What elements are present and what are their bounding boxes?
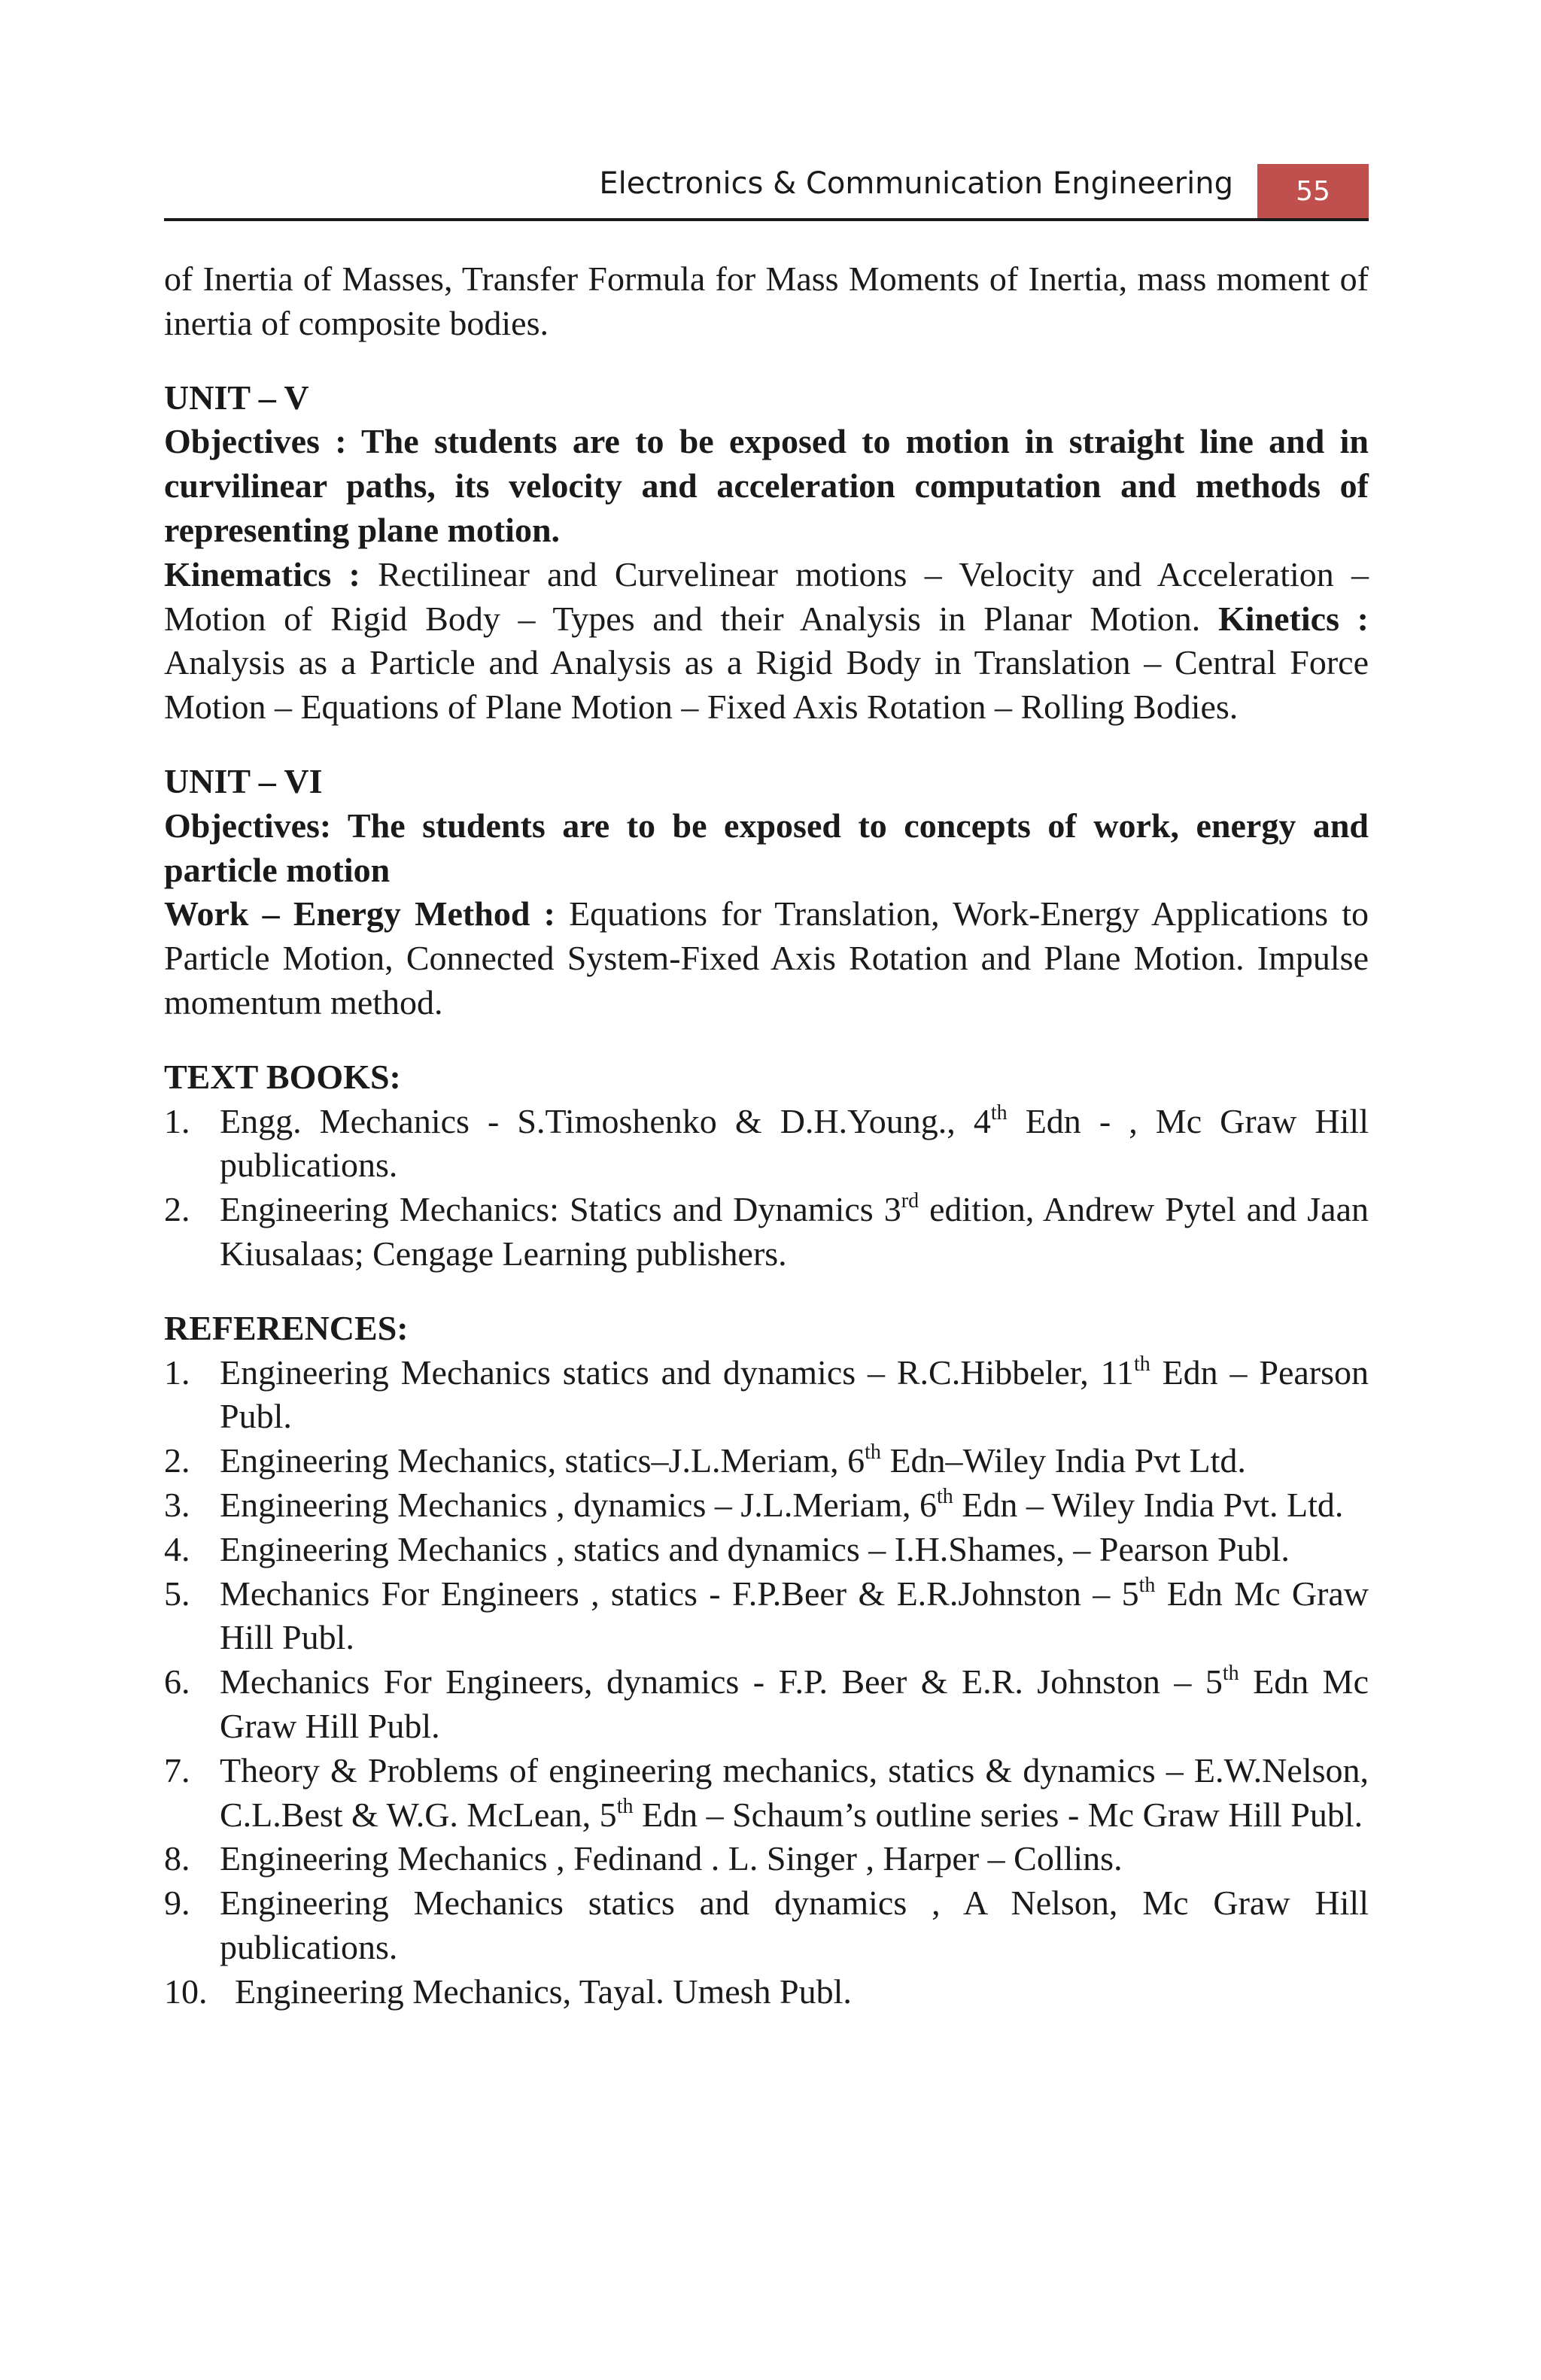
running-header	[164, 164, 1369, 221]
textbooks-heading: TEXT BOOKS:	[164, 1057, 401, 1096]
item-text: Engineering Mechanics statics and dynamics – R.C.Hibbeler, 11	[220, 1352, 1134, 1392]
kinematics-text: Rectilinear and Curvelinear motions – Velocity and Acceleration – Motion of Rigid Body – Types and their Analysis in Planar Motion.	[164, 554, 1369, 638]
work-energy-text: Equations for Translation, Work-Energy Applications to Particle Motion, Connected System-Fixed Axis Rotation and Plane Motion. Impulse momentum method.	[164, 894, 1369, 1022]
page-body	[164, 257, 1369, 2014]
item-text-cont: Edn - , Mc Graw Hill publications.	[220, 1101, 1369, 1185]
list-number: 2.	[164, 1190, 190, 1229]
list-number: 2.	[164, 1441, 190, 1480]
superscript: rd	[901, 1189, 919, 1213]
item-text-cont: Edn – Schaum’s outline series - Mc Graw Hill Publ.	[633, 1795, 1363, 1834]
kinematics-label: Kinematics :	[164, 554, 360, 593]
list-item	[164, 1100, 1369, 1188]
references-heading: REFERENCES:	[164, 1308, 409, 1347]
list-item	[164, 1572, 1369, 1661]
list-item	[164, 1749, 1369, 1838]
item-text: Engineering Mechanics, Tayal. Umesh Publ.	[235, 1972, 852, 2011]
item-text-cont: Edn – Pearson Publ.	[220, 1352, 1369, 1436]
header-title: Electronics & Communication Engineering	[599, 166, 1233, 201]
unit-5-objectives: Objectives : The students are to be exposed to motion in straight line and in curvilinear paths, its velocity and acceleration computation and methods of representing plane motion.	[164, 422, 1369, 549]
list-number: 1.	[164, 1352, 190, 1392]
superscript: th	[616, 1794, 634, 1818]
list-number: 8.	[164, 1839, 190, 1878]
superscript: th	[1222, 1662, 1239, 1686]
item-text: Engg. Mechanics - S.Timoshenko & D.H.Young., 4	[220, 1101, 991, 1140]
item-text-cont: Edn Mc Graw Hill Publ.	[220, 1574, 1369, 1657]
list-number: 10.	[164, 1972, 208, 2011]
superscript: th	[936, 1484, 953, 1508]
references-list	[164, 1351, 1369, 2014]
superscript: th	[990, 1100, 1008, 1125]
list-number: 3.	[164, 1485, 190, 1524]
unit-5-heading: UNIT – V	[164, 378, 309, 417]
item-text: Engineering Mechanics: Statics and Dynamics 3	[220, 1190, 901, 1229]
item-text: Mechanics For Engineers , statics - F.P.Beer & E.R.Johnston – 5	[220, 1574, 1139, 1613]
item-text: Engineering Mechanics statics and dynamics , A Nelson, Mc Graw Hill publications.	[220, 1884, 1369, 1966]
unit-6-syllabus	[164, 892, 1369, 1025]
list-number: 4.	[164, 1529, 190, 1568]
item-text-cont: Edn – Wiley India Pvt. Ltd.	[953, 1485, 1344, 1524]
list-number: 9.	[164, 1884, 190, 1923]
list-item	[164, 1881, 1369, 1970]
superscript: th	[1133, 1352, 1150, 1376]
unit-6-objectives: Objectives: The students are to be exposed to concepts of work, energy and particle motion	[164, 806, 1369, 889]
kinetics-text: Analysis as a Particle and Analysis as a Rigid Body in Translation – Central Force Motion – Equations of Plane Motion – Fixed Axis Rotation – Rolling Bodies.	[164, 643, 1369, 727]
item-text-cont: Edn–Wiley India Pvt Ltd.	[880, 1441, 1246, 1480]
list-item	[164, 1660, 1369, 1749]
kinetics-label: Kinetics :	[1218, 599, 1369, 638]
header-rule	[164, 218, 1369, 221]
list-item	[164, 1439, 1369, 1483]
item-text: Engineering Mechanics , Fedinand . L. Singer , Harper – Collins.	[220, 1839, 1123, 1878]
superscript: th	[1138, 1573, 1156, 1597]
unit-6-heading: UNIT – VI	[164, 761, 323, 800]
item-text: Theory & Problems of engineering mechanics, statics & dynamics – E.W.Nelson, C.L.Best & W.G. McLean, 5	[220, 1750, 1369, 1834]
item-text-cont: edition, Andrew Pytel and Jaan Kiusalaas; Cengage Learning publishers.	[220, 1190, 1369, 1273]
list-item	[164, 1351, 1369, 1440]
item-text: Engineering Mechanics , dynamics – J.L.Meriam, 6	[220, 1485, 937, 1524]
unit-5-syllabus	[164, 553, 1369, 730]
list-number: 5.	[164, 1574, 190, 1613]
list-item	[164, 1528, 1369, 1572]
textbooks-list	[164, 1100, 1369, 1277]
list-number: 7.	[164, 1750, 190, 1790]
list-item	[164, 1188, 1369, 1277]
intro-paragraph: of Inertia of Masses, Transfer Formula for Mass Moments of Inertia, mass moment of inertia of composite bodies.	[164, 260, 1369, 342]
work-energy-label: Work – Energy Method :	[164, 894, 555, 933]
superscript: th	[865, 1440, 881, 1465]
page-number-badge: 55	[1257, 164, 1369, 218]
item-text: Engineering Mechanics , statics and dynamics – I.H.Shames, – Pearson Publ.	[220, 1529, 1290, 1568]
list-item	[164, 1837, 1369, 1881]
list-number: 1.	[164, 1101, 190, 1140]
item-text: Engineering Mechanics, statics–J.L.Meriam, 6	[220, 1441, 865, 1480]
list-item	[164, 1483, 1369, 1528]
item-text-cont: Edn Mc Graw Hill Publ.	[220, 1662, 1369, 1745]
item-text: Mechanics For Engineers, dynamics - F.P. Beer & E.R. Johnston – 5	[220, 1662, 1223, 1702]
list-item	[164, 1970, 1369, 2014]
list-number: 6.	[164, 1662, 190, 1702]
